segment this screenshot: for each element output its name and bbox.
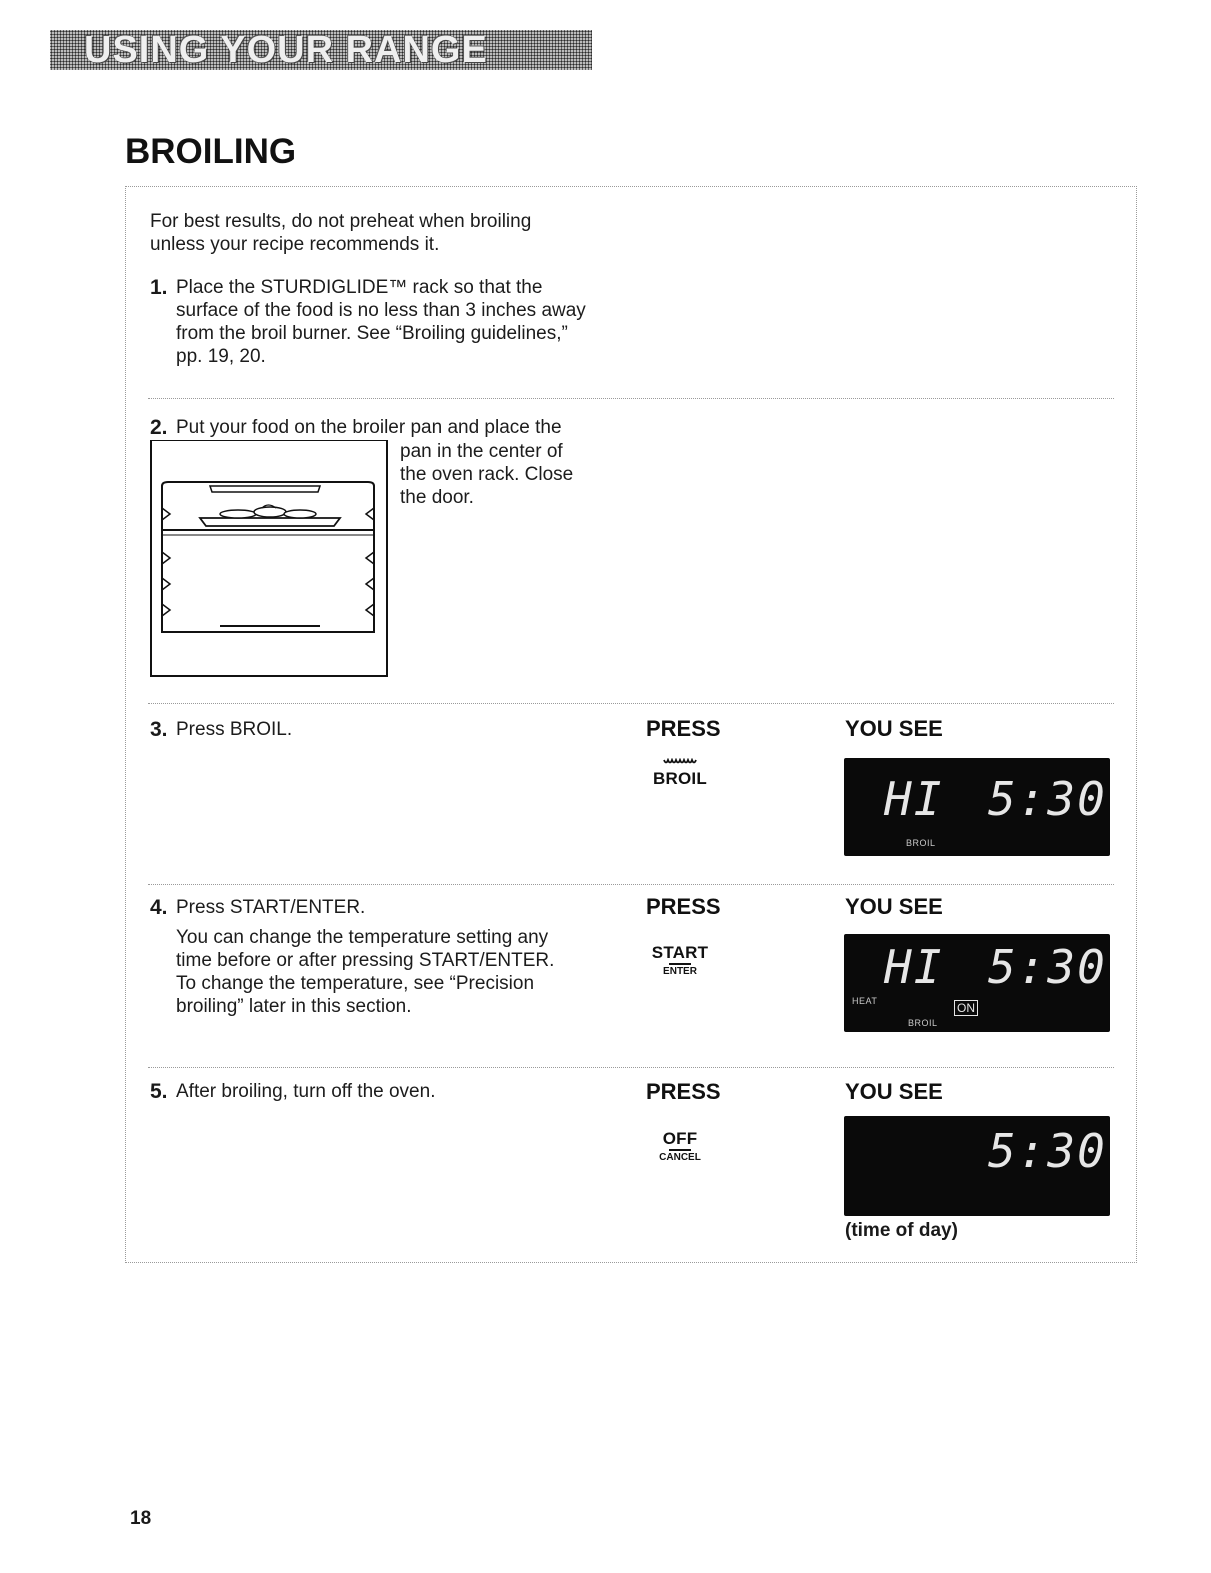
step-3-number: 3. <box>150 718 168 741</box>
press-heading: PRESS <box>646 716 721 741</box>
display-broil-indicator: BROIL <box>906 838 936 848</box>
step-5-number: 5. <box>150 1080 168 1103</box>
broil-button[interactable] <box>650 758 710 787</box>
you-see-heading: YOU SEE <box>845 716 943 741</box>
step-1-text: from the broil burner. See “Broiling guidelines,” <box>176 323 568 344</box>
display-mode: HI <box>884 772 944 826</box>
step-2-number: 2. <box>150 416 168 439</box>
step-2-text: pan in the center of <box>400 441 563 462</box>
you-see-heading: YOU SEE <box>845 1079 943 1104</box>
oven-display <box>844 758 1110 856</box>
divider <box>148 1067 1114 1068</box>
off-button-label: OFF <box>662 1129 698 1148</box>
divider <box>148 398 1114 399</box>
page-number: 18 <box>130 1508 152 1529</box>
enter-button-label: ENTER <box>663 966 697 977</box>
broil-flame-icon <box>663 758 697 766</box>
step-3-text: Press BROIL. <box>176 719 293 740</box>
divider <box>148 884 1114 885</box>
banner-text: USING YOUR RANGE <box>84 30 488 70</box>
display-time: 5:30 <box>988 940 1107 994</box>
step-4-text: time before or after pressing START/ENTER. <box>176 950 555 971</box>
step-2-text: Put your food on the broiler pan and place the <box>176 417 562 438</box>
step-4-text: broiling” later in this section. <box>176 996 412 1017</box>
oven-display <box>844 1116 1110 1216</box>
start-button-label: START <box>651 943 709 962</box>
section-banner <box>50 30 592 70</box>
off-cancel-button[interactable] <box>650 1130 710 1163</box>
oven-display <box>844 934 1110 1032</box>
step-2-text: the oven rack. Close <box>400 464 574 485</box>
step-4-number: 4. <box>150 896 168 919</box>
step-1-text: Place the STURDIGLIDE™ rack so that the <box>176 277 543 298</box>
press-heading: PRESS <box>646 1079 721 1104</box>
intro-line: For best results, do not preheat when broiling <box>150 211 532 232</box>
display-heat-indicator: HEAT <box>852 996 878 1006</box>
step-1-text: pp. 19, 20. <box>176 346 266 367</box>
step-1-number: 1. <box>150 276 168 299</box>
step-4-text: To change the temperature, see “Precision <box>176 973 535 994</box>
display-time: 5:30 <box>988 1124 1107 1178</box>
step-5-text: After broiling, turn off the oven. <box>176 1081 436 1102</box>
display-mode: HI <box>884 940 944 994</box>
cancel-button-label: CANCEL <box>659 1152 701 1163</box>
button-divider <box>669 1149 691 1151</box>
intro-line: unless your recipe recommends it. <box>150 234 440 255</box>
start-enter-button[interactable] <box>650 944 710 977</box>
step-2-text: the door. <box>400 487 474 508</box>
you-see-heading: YOU SEE <box>845 894 943 919</box>
step-4-text: You can change the temperature setting any <box>176 927 549 948</box>
display-broil-indicator: BROIL <box>908 1018 938 1028</box>
display-on-indicator: ON <box>954 1000 978 1016</box>
button-divider <box>669 963 691 965</box>
page-title: BROILING <box>125 132 297 171</box>
step-4-text: Press START/ENTER. <box>176 897 366 918</box>
oven-broiler-pan-illustration <box>150 440 390 680</box>
step-1-text: surface of the food is no less than 3 inches away <box>176 300 586 321</box>
divider <box>148 703 1114 704</box>
display-time: 5:30 <box>988 772 1107 826</box>
press-heading: PRESS <box>646 894 721 919</box>
time-of-day-caption: (time of day) <box>845 1220 958 1241</box>
broil-button-label: BROIL <box>653 769 707 788</box>
